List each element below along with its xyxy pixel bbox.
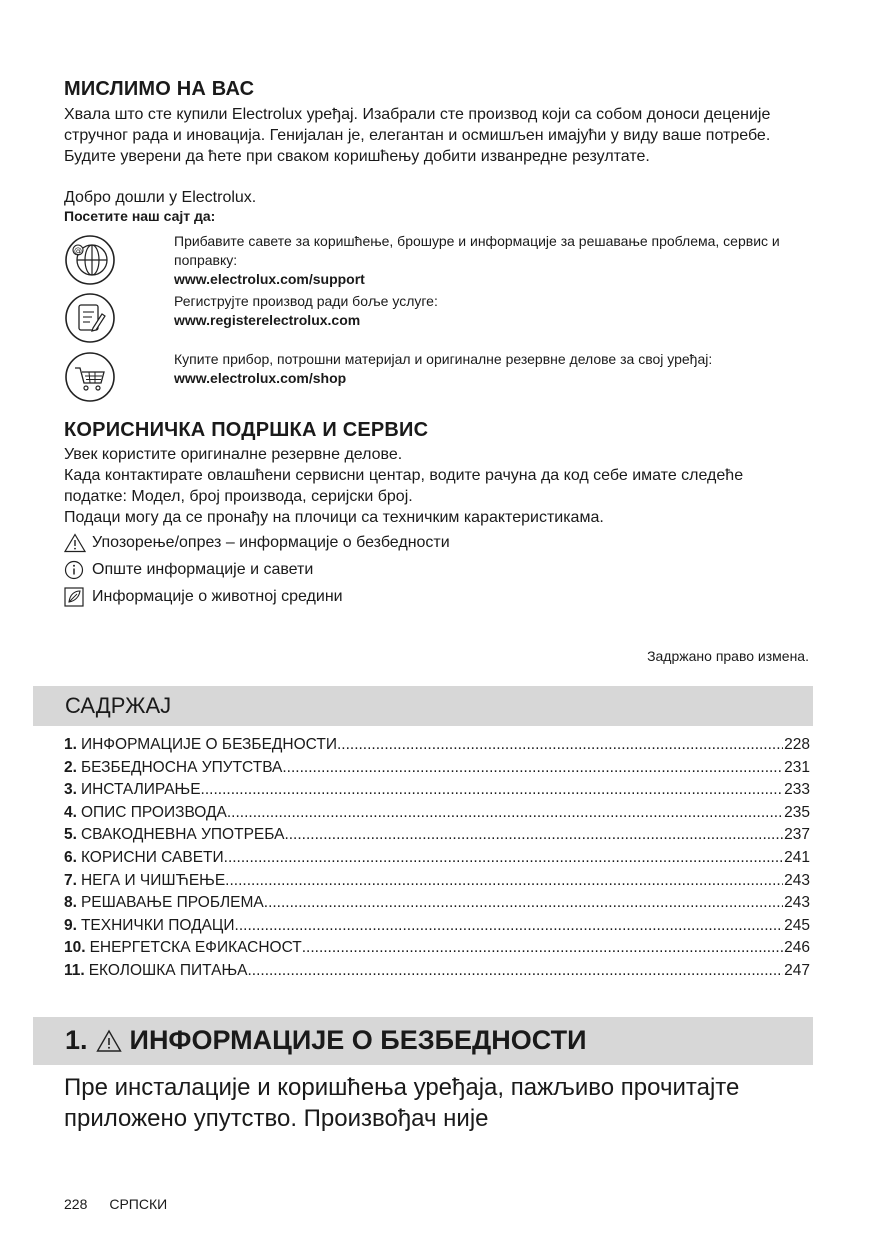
support-link[interactable]: www.electrolux.com/support xyxy=(174,271,365,287)
site-text-shop xyxy=(174,350,794,388)
toc-page: 237 xyxy=(784,826,810,844)
support-line-3: Подаци могу да се пронађу на плочици са техничким карактеристикама. xyxy=(64,509,604,526)
chapter-intro-text: Пре инсталације и коришћења уређаја, пажљиво прочитајте приложено упутство. Произвођач није xyxy=(64,1074,740,1132)
toc-page: 241 xyxy=(784,848,810,866)
toc-row[interactable] xyxy=(64,804,810,827)
toc-num: 11. xyxy=(64,961,85,979)
site-description: Региструјте производ ради боље услуге: xyxy=(174,293,438,309)
toc-label: ИНФОРМАЦИЈЕ О БЕЗБЕДНОСТИ xyxy=(80,736,337,753)
toc-label: НЕГА И ЧИШЋЕЊЕ xyxy=(80,871,226,889)
chapter-title xyxy=(65,1025,587,1056)
toc-num: 9. xyxy=(64,916,77,934)
toc-page: 228 xyxy=(784,736,810,753)
site-row-register xyxy=(64,292,804,344)
toc-leader xyxy=(247,962,783,980)
toc-leader xyxy=(282,759,783,777)
svg-text:@: @ xyxy=(74,246,82,255)
toc-num: 5. xyxy=(64,826,77,844)
toc-leader xyxy=(235,917,784,935)
toc-row[interactable] xyxy=(64,781,810,804)
toc-row[interactable] xyxy=(64,759,810,782)
legend-info xyxy=(64,560,313,580)
site-row-support xyxy=(64,232,804,292)
toc-label: БЕЗБЕДНОСНА УПУТСТВА xyxy=(80,758,283,776)
toc-num: 8. xyxy=(64,894,77,912)
toc-row[interactable] xyxy=(64,736,810,759)
toc-row[interactable] xyxy=(64,849,810,872)
toc-label: РЕШАВАЊЕ ПРОБЛЕМА xyxy=(80,894,264,912)
toc-header-bar xyxy=(33,686,813,726)
toc-num: 6. xyxy=(64,848,77,866)
toc-leader xyxy=(201,781,784,799)
legend-warning xyxy=(64,533,450,553)
toc-num: 4. xyxy=(64,803,77,821)
site-row-shop xyxy=(64,349,804,409)
toc-num: 10. xyxy=(64,939,86,957)
page-footer xyxy=(64,1196,167,1212)
toc-label: ТЕХНИЧКИ ПОДАЦИ xyxy=(80,916,235,934)
visit-title: Посетите наш сајт да: xyxy=(64,208,216,224)
toc-leader xyxy=(337,736,783,754)
cart-icon xyxy=(64,351,116,403)
intro-paragraph: Хвала што сте купили Electrolux уређај. Изабрали сте производ који са собом доноси деценије стручног рада и иновација. Генијалан је, елегантан и осмишљен имајући у виду ваше потребе. Будите уверени да ћете при сваком коришћењу добити изванредне резултате. xyxy=(64,106,771,165)
leaf-icon xyxy=(64,587,86,607)
toc-title: САДРЖАЈ xyxy=(65,693,172,718)
toc-label: ЕКОЛОШКА ПИТАЊА xyxy=(88,961,248,979)
toc-row[interactable] xyxy=(64,962,810,985)
welcome-text: Добро дошли у Electrolux. xyxy=(64,189,257,206)
chapter-number: 1. xyxy=(65,1025,88,1055)
legend-text: Информације о животној средини xyxy=(92,588,343,605)
toc-page: 233 xyxy=(784,781,810,799)
register-link[interactable]: www.registerelectrolux.com xyxy=(174,312,361,328)
toc-row[interactable] xyxy=(64,939,810,962)
toc-label: ОПИС ПРОИЗВОДА xyxy=(80,803,227,821)
toc-num: 7. xyxy=(64,871,77,889)
toc-leader xyxy=(264,894,783,912)
footer-language: СРПСКИ xyxy=(109,1196,168,1212)
reserved-rights: Задржано право измена. xyxy=(647,648,809,664)
toc-list xyxy=(64,736,810,985)
toc-num: 3. xyxy=(64,781,77,799)
toc-num: 1. xyxy=(64,736,77,753)
toc-leader xyxy=(302,939,783,957)
toc-label: ИНСТАЛИРАЊЕ xyxy=(80,781,201,799)
toc-leader xyxy=(227,804,783,822)
toc-page: 246 xyxy=(784,939,810,957)
toc-leader xyxy=(225,872,783,890)
toc-page: 243 xyxy=(784,894,810,912)
toc-row[interactable] xyxy=(64,872,810,895)
toc-row[interactable] xyxy=(64,826,810,849)
chapter-header-bar xyxy=(33,1017,813,1065)
chapter-heading: ИНФОРМАЦИЈЕ О БЕЗБЕДНОСТИ xyxy=(129,1025,587,1055)
site-text-support xyxy=(174,232,794,289)
toc-leader xyxy=(284,826,783,844)
support-title: КОРИСНИЧКА ПОДРШКА И СЕРВИС xyxy=(64,419,429,441)
toc-page: 245 xyxy=(784,916,810,934)
site-description: Купите прибор, потрошни материјал и оригиналне резервне делове за свој уређај: xyxy=(174,351,713,367)
legend-text: Опште информације и савети xyxy=(92,561,314,578)
info-icon xyxy=(64,560,86,580)
shop-link[interactable]: www.electrolux.com/shop xyxy=(174,370,347,386)
support-line-2: Када контактирате овлашћени сервисни центар, водите рачуна да код себе имате следеће податке: Модел, број производа, серијски број. xyxy=(64,467,744,505)
toc-page: 247 xyxy=(784,961,810,979)
warning-icon xyxy=(64,533,86,553)
intro-title: МИСЛИМО НА ВАС xyxy=(64,78,255,100)
toc-label: СВАКОДНЕВНА УПОТРЕБА xyxy=(80,826,285,844)
legend-text: Упозорење/опрез – информације о безбедности xyxy=(92,534,450,551)
page-number: 228 xyxy=(64,1196,88,1212)
toc-label: КОРИСНИ САВЕТИ xyxy=(80,848,224,866)
toc-page: 243 xyxy=(784,871,810,889)
site-description: Прибавите савете за коришћење, брошуре и информације за решавање проблема, сервис и поправку: xyxy=(174,233,780,268)
toc-page: 231 xyxy=(784,758,810,776)
toc-leader xyxy=(224,849,783,867)
warning-icon xyxy=(96,1029,122,1053)
register-icon xyxy=(64,292,116,344)
toc-num: 2. xyxy=(64,758,77,776)
legend-environment xyxy=(64,587,343,607)
toc-page: 235 xyxy=(784,803,810,821)
site-text-register xyxy=(174,292,794,330)
support-line-1: Увек користите оригиналне резервне делове. xyxy=(64,446,403,463)
toc-label: ЕНЕРГЕТСКА ЕФИКАСНОСТ xyxy=(89,939,302,957)
globe-icon xyxy=(64,234,116,286)
toc-row[interactable] xyxy=(64,917,810,940)
toc-row[interactable] xyxy=(64,894,810,917)
